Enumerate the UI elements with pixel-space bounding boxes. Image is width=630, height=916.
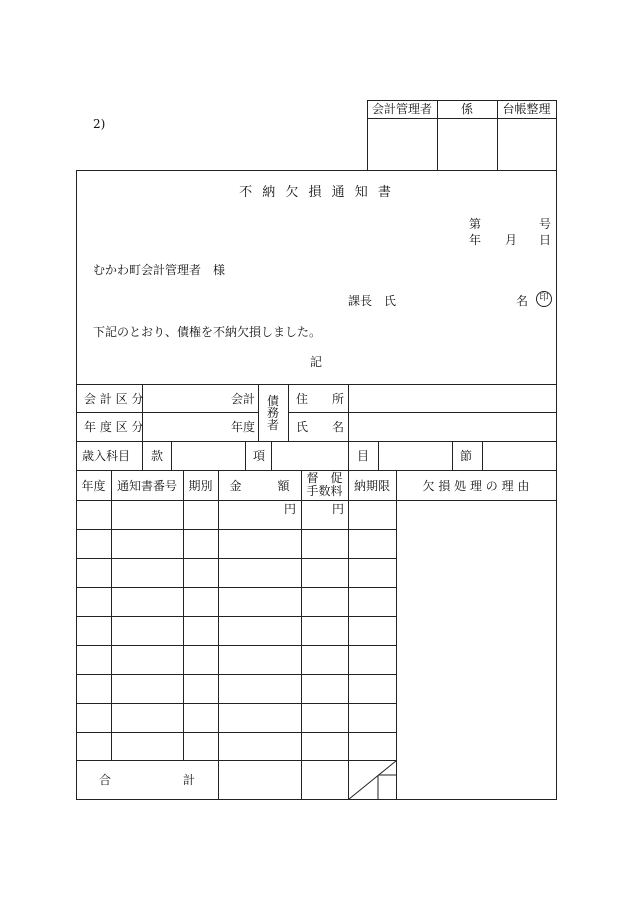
seal-mark xyxy=(536,291,552,307)
sender-name-suffix: 名 xyxy=(516,294,529,308)
date-day: 日 xyxy=(539,233,552,247)
document-title: 不 納 欠 損 通 知 書 xyxy=(239,185,394,200)
stamp-header-ledger: 台帳整理 xyxy=(502,102,551,116)
account-label: 会 計 区 分 xyxy=(84,392,144,406)
seal-text: 印 xyxy=(539,293,549,303)
setsu-label: 節 xyxy=(460,449,473,463)
col-header-period: 期別 xyxy=(188,479,213,493)
moku-label: 目 xyxy=(357,449,370,463)
kou-label: 項 xyxy=(253,449,266,463)
col-header-fee: 督 促 手数料 xyxy=(306,471,343,498)
number-prefix: 第 xyxy=(469,217,482,231)
stamp-header-staff: 係 xyxy=(460,102,473,116)
folded-corner-mark xyxy=(348,760,397,800)
account-suffix: 会計 xyxy=(231,392,256,406)
kan-label: 款 xyxy=(151,449,164,463)
address-label: 住 所 xyxy=(296,392,345,406)
debtor-label: 債 務 者 xyxy=(266,394,279,432)
ki-mark: 記 xyxy=(309,355,322,369)
col-header-due: 納期限 xyxy=(353,479,390,493)
col-header-amount: 金 額 xyxy=(229,479,290,493)
body-text: 下記のとおり、債権を不納欠損しました。 xyxy=(93,325,322,339)
revenue-label: 歳入科目 xyxy=(82,449,131,463)
year-division-label: 年 度 区 分 xyxy=(84,420,144,434)
number-suffix: 号 xyxy=(539,217,552,231)
yen-unit-amount: 円 xyxy=(284,502,297,516)
date-year: 年 xyxy=(469,233,482,247)
col-header-reason: 欠 損 処 理 の 理 由 xyxy=(422,479,530,493)
stamp-header-accountant: 会計管理者 xyxy=(371,102,432,116)
name-label: 氏 名 xyxy=(296,420,345,434)
year-suffix: 年度 xyxy=(231,420,256,434)
sender-title: 課長 氏 xyxy=(348,294,397,308)
total-label: 合 計 xyxy=(98,773,195,787)
yen-unit-fee: 円 xyxy=(332,502,345,516)
col-header-notice-no: 通知書番号 xyxy=(116,479,177,493)
form-number: 2) xyxy=(93,117,106,131)
col-header-year: 年度 xyxy=(81,479,106,493)
date-month: 月 xyxy=(505,233,518,247)
addressee: むかわ町会計管理者 様 xyxy=(93,263,226,277)
